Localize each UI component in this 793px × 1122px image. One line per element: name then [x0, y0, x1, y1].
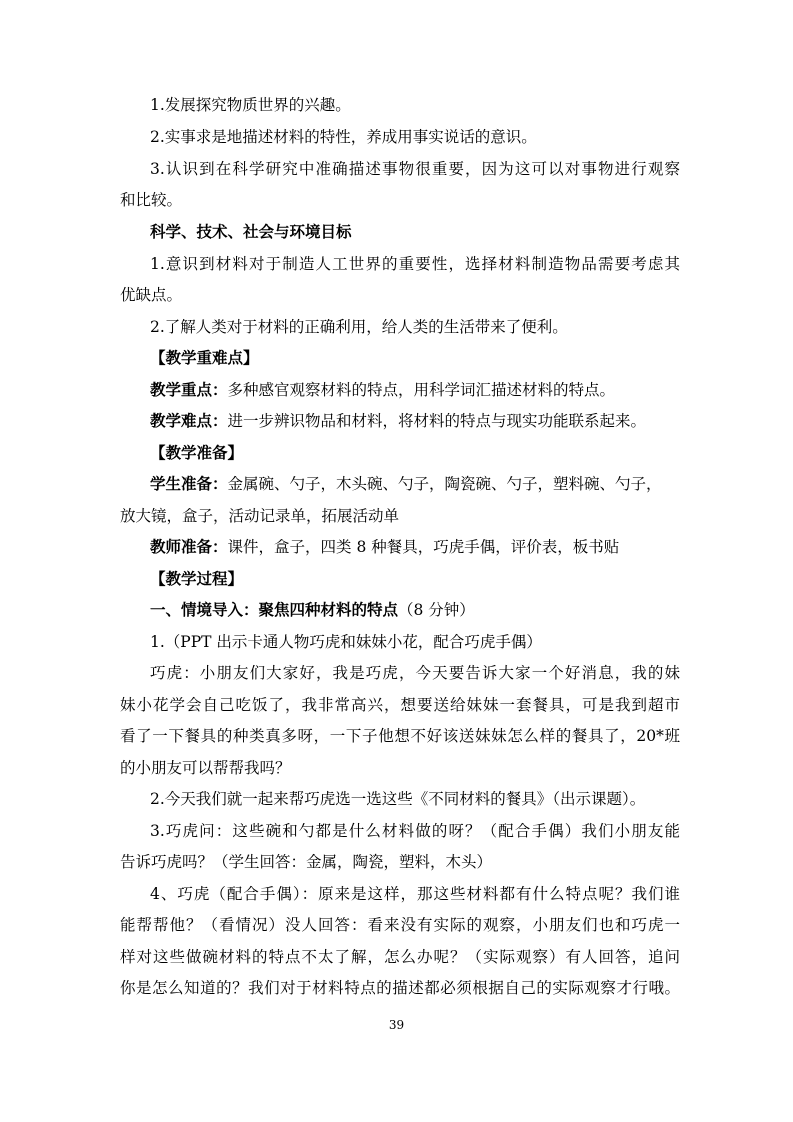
page-number: 39	[388, 1018, 405, 1032]
text-line: 巧虎：小朋友们大家好，我是巧虎，今天要告诉大家一个好消息，我的妹	[150, 664, 680, 682]
text-line: 1.（PPT 出示卡通人物巧虎和妹妹小花，配合巧虎手偶）	[150, 633, 542, 651]
text-line: 和比较。	[120, 191, 183, 209]
text-line: 看了一下餐具的种类真多呀，一下子他想不好该送妹妹怎么样的餐具了，20*班	[120, 727, 680, 745]
text-line	[150, 474, 680, 494]
line-label: 教学重点：	[150, 380, 228, 399]
text-line: 放大镜，盒子，活动记录单，拓展活动单	[120, 507, 400, 525]
text-line: 你是怎么知道的？我们对于材料特点的描述都必须根据自己的实际观察才行哦。	[120, 979, 680, 997]
text-line: 2.今天我们就一起来帮巧虎选一选这些《不同材料的餐具》（出示课题）。	[150, 790, 646, 808]
text-line	[150, 411, 680, 431]
section-heading: 科学、技术、社会与环境目标	[150, 222, 352, 241]
text-line: 3.认识到在科学研究中准确描述事物很重要，因为这可以对事物进行观察	[150, 160, 680, 178]
text-line: 1.发展探究物质世界的兴趣。	[150, 96, 351, 114]
line-text: 进一步辨识物品和材料，将材料的特点与现实功能联系起来。	[227, 412, 647, 430]
text-line: 的小朋友可以帮帮我吗？	[120, 759, 291, 777]
text-line: 2.了解人类对于材料的正确利用，给人类的生活带来了便利。	[150, 318, 568, 336]
line-text: 课件，盒子，四类 8 种餐具，巧虎手偶，评价表，板书贴	[227, 538, 620, 556]
line-label: 教学难点：	[150, 411, 228, 430]
text-line: 4、巧虎（配合手偶）：原来是这样，那这些材料都有什么特点呢？我们谁	[150, 885, 680, 903]
text-line: 优缺点。	[120, 286, 183, 304]
section-heading: 【教学过程】	[150, 569, 244, 588]
line-label: 教师准备：	[150, 537, 228, 556]
text-line	[150, 537, 680, 557]
line-text: （8 分钟）	[398, 601, 475, 619]
line-text: 金属碗、勺子，木头碗、勺子，陶瓷碗、勺子，塑料碗、勺子，	[227, 475, 662, 493]
text-line: 妹小花学会自己吃饭了，我非常高兴，想要送给妹妹一套餐具，可是我到超市	[120, 696, 680, 714]
text-line: 3.巧虎问：这些碗和勺都是什么材料做的呀？（配合手偶）我们小朋友能	[150, 822, 680, 840]
text-line: 能帮帮他？（看情况）没人回答：看来没有实际的观察，小朋友们也和巧虎一	[120, 916, 680, 934]
text-line: 2.实事求是地描述材料的特性，养成用事实说话的意识。	[150, 128, 537, 146]
text-line: 样对这些做碗材料的特点不太了解，怎么办呢？（实际观察）有人回答，追问	[120, 948, 680, 966]
text-line: 1.意识到材料对于制造人工世界的重要性，选择材料制造物品需要考虑其	[150, 255, 680, 273]
text-line: 告诉巧虎吗？（学生回答：金属，陶瓷，塑料，木头）	[120, 853, 493, 871]
line-label: 学生准备：	[150, 474, 228, 493]
line-label: 一、情境导入：聚焦四种材料的特点	[150, 600, 399, 619]
section-heading: 【教学准备】	[150, 443, 244, 462]
text-line	[150, 600, 680, 620]
line-text: 多种感官观察材料的特点，用科学词汇描述材料的特点。	[227, 381, 616, 399]
text-line	[150, 380, 680, 400]
section-heading: 【教学重难点】	[150, 348, 259, 367]
